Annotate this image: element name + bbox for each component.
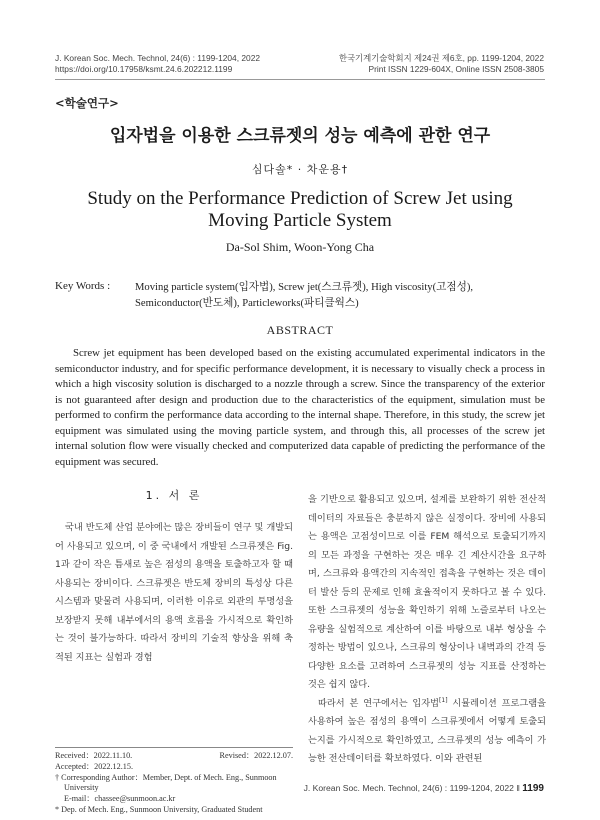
title-english-line1: Study on the Performance Prediction of Screw Jet using: [87, 188, 513, 209]
introduction-heading: 1. 서 론: [145, 489, 203, 502]
corresponding-author: † Corresponding Author：Member, Dept. of Mech. Eng., Sunmoon: [55, 773, 277, 782]
footer-citation: J. Korean Soc. Mech. Technol, 24(6) : 1199-1204, 2022: [303, 783, 514, 793]
reference-marker[interactable]: [1]: [439, 696, 448, 704]
intro-paragraph-2: [308, 695, 546, 769]
page-footer: [304, 783, 544, 794]
abstract-heading: ABSTRACT: [266, 323, 334, 337]
doi-link[interactable]: https://doi.org/10.17958/ksmt.24.6.202212.1199: [55, 64, 233, 74]
authors-korean: 심다솔* · 차운용†: [251, 163, 349, 176]
authors-english: Da-Sol Shim, Woon-Yong Cha: [225, 240, 375, 254]
title-english-line2: Moving Particle System: [208, 210, 392, 231]
title-korean: 입자법을 이용한 스크류젯의 성능 예측에 관한 연구: [109, 126, 491, 146]
intro-paragraph-continued: 을 기반으로 활용되고 있으며, 설계를 보완하기 위한 전산적 데이터의 자료들은 충분하지 않은 실정이다. 장비에 사용되는 용액은 고점성이므로 이를 FEM 해석으로 토출되기까지의 모든 과정을 구현하는 것은 매우 긴 계산시간을 요구하며, 스크류와 용액간의 지속적인 접촉을 구현하는 것은 데이터 발산 등의 문제로 인해 효율적이지 못하다고 볼 수 있다. 또한 스크류젯의 성능을 확인하기 위해 노즐로부터 나오는 유량을 실험적으로 계산하여 이를 바탕으로 내부 형상을 수정하는 방법이 있으나, 스크류의 형상이나 내벽과의 간격 등 다양한 요소를 고려하여 스크류젯의 성능 지표를 산정하는 것은 쉽지 않다.: [308, 494, 546, 690]
intro-paragraph-2-rest: 시뮬레이션 프로그램을 사용하여 높은 점성의 용액이 스크류젯에서 어떻게 토출되는지를 가시적으로 확인하였고, 스크류젯의 성능 예측이 가능한 전산데이터를 확보하였다. 이와 관련된: [308, 697, 546, 764]
header-left: [55, 53, 260, 75]
journal-citation: J. Korean Soc. Mech. Technol, 24(6) : 1199-1204, 2022: [55, 53, 261, 63]
author-email[interactable]: E-mail：chassee@sunmoon.ac.kr: [64, 794, 176, 803]
keywords-label: Key Words :: [55, 280, 111, 292]
introduction-right-column: [308, 491, 546, 769]
header-right: [339, 53, 544, 75]
abstract-body: Screw jet equipment has been developed based on the existing accumulated experimental indicators in the semiconductor industry, and for specific performance development, it is necessary to visually check a process in which a high viscosity solution is discharged to a nozzle through a screw. Since the transparency of the exterior is not guaranteed after design and production due to the characteristics of the equipment, simulation must be performed to confirm the performance data according to the internal shape. Therefore, in this study, the screw jet equipment was simulated using the moving particle system, and through this, all processes of the screw jet internal solution flow were visually checked and computerized data capable of predicting the performance of the equipment was secured.: [55, 347, 545, 468]
title-english: [0, 188, 600, 232]
accepted-date: Accepted：2022.12.15.: [55, 762, 133, 771]
revised-date: Revised：2022.12.07.: [219, 751, 293, 760]
footnote-divider: [55, 747, 293, 748]
received-date-row: [55, 751, 293, 762]
introduction-left-column: 국내 반도체 산업 분야에는 많은 장비들이 연구 및 개발되어 사용되고 있으며, 이 중 국내에서 개발된 스크류젯은 Fig. 1과 같이 작은 틈새로 높은 점성의 용액을 토출하고자 할 때 사용되는 장비이다. 스크류젯은 반도체 장비의 특성상 다른 시스템과 맞물려 사용되며, 이러한 이유로 외관의 투명성을 보장받지 못해 내부에서의 용액 흐름을 가시적으로 확인하는 것이 불가능하다. 따라서 장비의 기술적 향상을 위해 축적된 지표는 실험과 경험: [55, 522, 293, 663]
header-divider: [55, 79, 545, 80]
received-date: Received：2022.11.10.: [55, 751, 133, 760]
keywords-list: Moving particle system(입자법), Screw jet(스크류젯), High viscosity(고점성), Semiconductor(반도체), Particleworks(파티클웍스): [135, 282, 473, 309]
page-number: 1199: [522, 783, 544, 794]
intro-paragraph-2-start: 따라서 본 연구에서는 입자법: [318, 697, 440, 709]
corresponding-author-affiliation: University: [64, 783, 99, 792]
journal-citation-korean: 한국기계기술학회지 제24권 제6호, pp. 1199-1204, 2022: [338, 53, 544, 63]
issn-info: Print ISSN 1229-604X, Online ISSN 2508-3805: [368, 64, 544, 74]
footer-separator: ‖: [516, 783, 523, 793]
co-author-affiliation: * Dep. of Mech. Eng., Sunmoon University, Graduated Student: [55, 805, 263, 814]
section-label: <학술연구>: [55, 96, 119, 110]
